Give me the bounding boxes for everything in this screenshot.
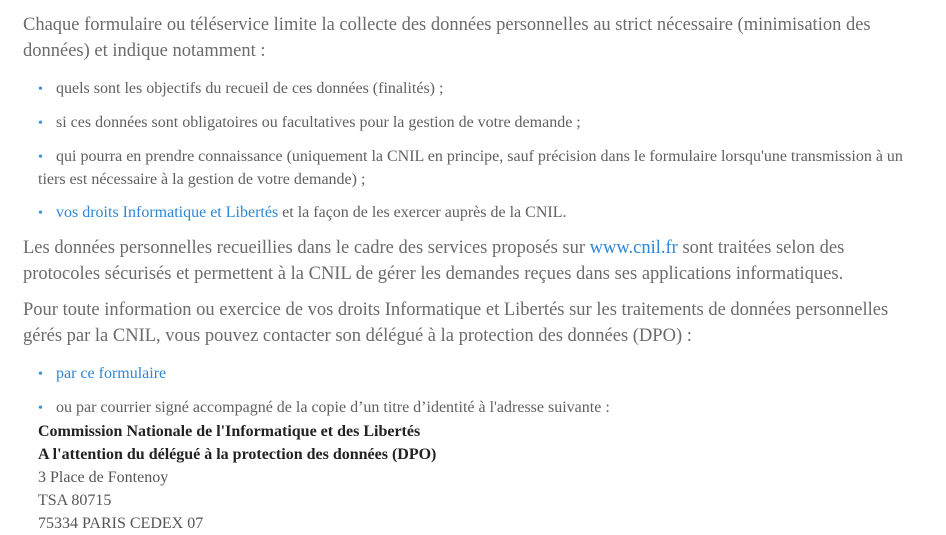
bullet-icon: • <box>38 116 43 131</box>
address-city: 75334 PARIS CEDEX 07 <box>38 515 204 532</box>
bullet-icon: • <box>38 206 43 221</box>
intro-paragraph: Chaque formulaire ou téléservice limite la collecte des données personnelles au strict nécessaire (minimisation des données) et indique notamment : <box>23 15 871 61</box>
postal-address <box>38 420 923 535</box>
contact-paragraph: Pour toute information ou exercice de vos droits Informatique et Libertés sur les traitements de données personnelles gérés par la CNIL, vous pouvez contacter son délégué à la protection des données (DPO) : <box>23 300 889 346</box>
bullet-icon: • <box>38 150 43 165</box>
bullet-icon: • <box>38 367 43 382</box>
bullet-icon: • <box>38 401 43 416</box>
privacy-content <box>23 12 923 535</box>
address-tsa: TSA 80715 <box>38 492 112 509</box>
list-item: • ou par courrier signé accompagné de la copie d’un titre d’identité à l'adresse suivante : Commission Nationale de l'Informatique et des Libertés A l'attention du délégué à la protection des données (DPO) 3 Place de Fontenoy TSA 80715 75334 PARIS CEDEX 07 <box>38 397 923 535</box>
address-attention: A l'attention du délégué à la protection des données (DPO) <box>38 446 437 463</box>
processing-paragraph: Les données personnelles recueillies dans le cadre des services proposés sur www.cnil.fr sont traitées selon des protocoles sécurisés et permettent à la CNIL de gérer les demandes reçues dans ses applications informatiques. <box>23 238 845 284</box>
list-item <box>38 363 923 386</box>
list-item: • si ces données sont obligatoires ou facultatives pour la gestion de votre demande ; <box>38 112 923 135</box>
form-info-list <box>23 78 923 225</box>
bullet-icon: • <box>38 82 43 97</box>
list-item: • qui pourra en prendre connaissance (uniquement la CNIL en principe, sauf précision dans le formulaire lorsqu'une transmission à un tiers est nécessaire à la gestion de votre demande) ; <box>38 148 903 188</box>
list-item: • quels sont les objectifs du recueil de ces données (finalités) ; <box>38 78 923 101</box>
address-street: 3 Place de Fontenoy <box>38 469 169 486</box>
cnil-website-link[interactable]: www.cnil.fr <box>589 238 678 258</box>
rights-link[interactable]: vos droits Informatique et Libertés <box>56 204 279 221</box>
contact-list <box>23 363 923 535</box>
address-organisation: Commission Nationale de l'Informatique et des Libertés <box>38 423 421 440</box>
contact-form-link[interactable]: par ce formulaire <box>56 365 167 382</box>
list-item: • vos droits Informatique et Libertés et la façon de les exercer auprès de la CNIL. <box>38 202 923 225</box>
